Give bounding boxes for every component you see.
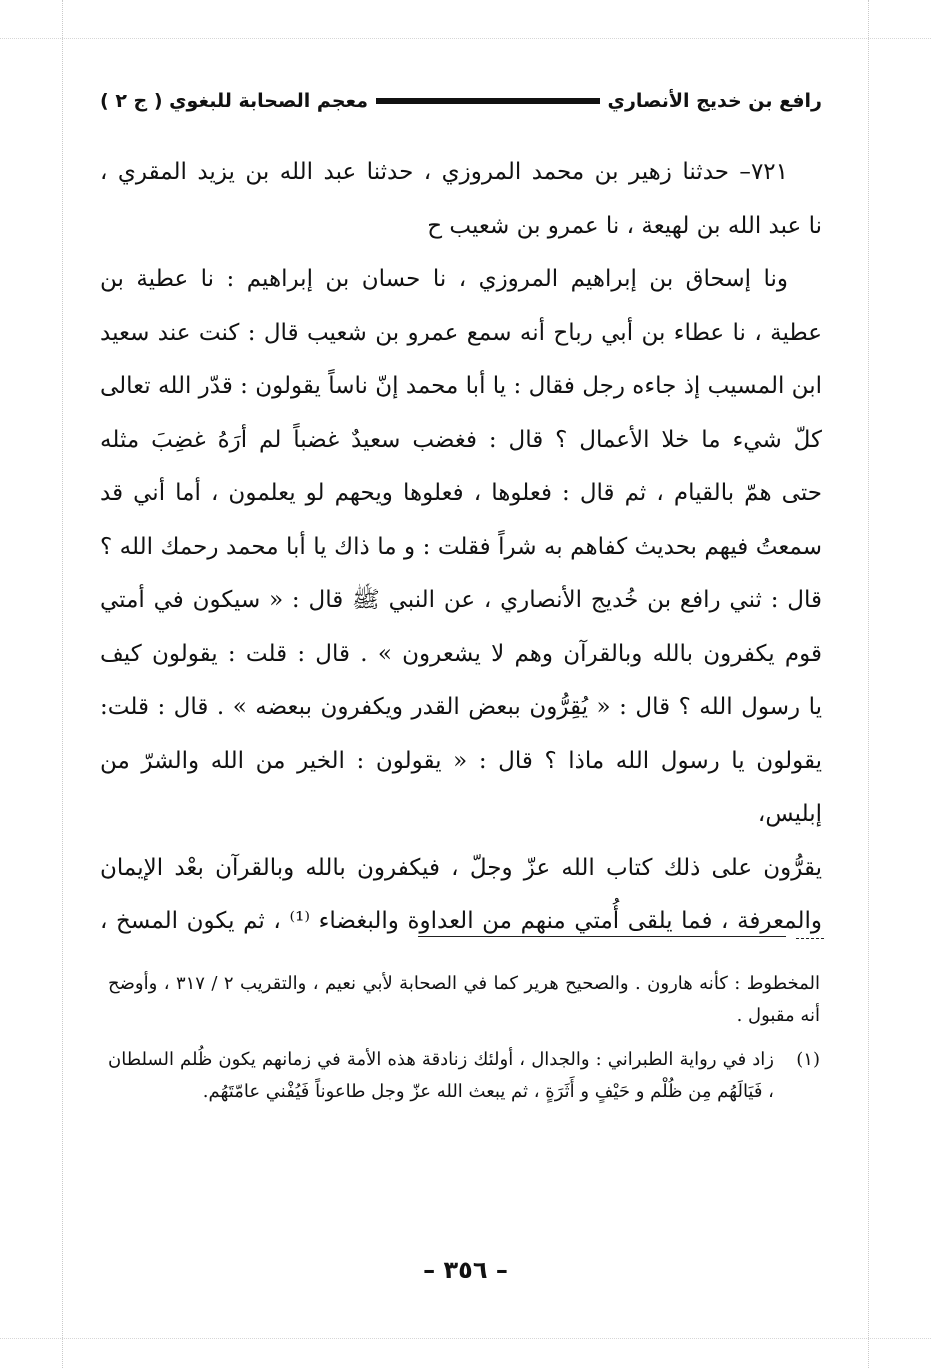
footnote-number: (١)	[796, 1049, 820, 1070]
header-rule	[376, 98, 600, 104]
book-title: معجم الصحابة للبغوي ( ج ٢ )	[100, 90, 369, 112]
text-line: نا عبد الله بن لهيعة ، نا عمرو بن شعيب ح	[427, 212, 822, 239]
running-header	[100, 84, 822, 118]
scan-guide-line	[868, 0, 869, 1368]
text-line: يا رسول الله ؟ قال : « يُقِرُّون ببعض القدر ويكفرون ببعضه » . قال : قلت:	[100, 694, 822, 720]
text-line: والمعرفة ، فما يلقى أُمتي منهم من العداوة والبغضاء ⁽¹⁾ ، ثم يكون المسخ ،	[100, 908, 822, 934]
footnote-text: زاد في رواية الطبراني : والجدال ، أولئك زنادقة هذه الأمة في زمانهم يكون ظُلم السلطان ، فَيَالَهُم مِن ظُلْم و حَيْفٍ و أَثَرَةٍ ، ثم يبعث الله عزّ وجل طاعوناً فَيُفْني عامّتَهُم.	[108, 1049, 774, 1102]
page-number: – ٣٥٦ –	[423, 1256, 508, 1284]
main-text	[100, 146, 822, 949]
text-line: قوم يكفرون بالله وبالقرآن وهم لا يشعرون » . قال : قلت : يقولون كيف	[100, 640, 822, 667]
text-line: عطية ، نا عطاء بن أبي رباح أنه سمع عمرو بن شعيب قال : كنت عند سعيد	[100, 319, 822, 346]
footnote-1	[108, 1044, 820, 1108]
scan-guide-line	[0, 38, 931, 39]
scan-guide-line	[0, 1338, 931, 1339]
text-line: يقرُّون على ذلك كتاب الله عزّ وجلّ ، فيكفرون بالله وبالقرآن بعْد الإيمان	[100, 854, 822, 881]
text-line: يقولون يا رسول الله ماذا ؟ قال : « يقولون : الخير من الله والشرّ من إبليس،	[100, 747, 822, 827]
text-line: ٧٢١– حدثنا زهير بن محمد المروزي ، حدثنا عبد الله بن يزيد المقري ،	[100, 159, 788, 185]
scan-guide-line	[62, 0, 63, 1368]
text-line: سمعتُ فيهم بحديث كفاهم به شراً فقلت : و ما ذاك يا أبا محمد رحمك الله ؟	[100, 533, 822, 560]
entry-title: رافع بن خديج الأنصاري	[607, 90, 822, 112]
text-line: كلّ شيء ما خلا الأعمال ؟ قال : فغضب سعيدٌ غضباً لم أرَهُ غضِبَ مثله	[100, 426, 822, 453]
footnote-separator-dash	[796, 938, 824, 939]
text-line: قال : ثني رافع بن خُديج الأنصاري ، عن النبي ﷺ قال : « سيكون في أمتي	[100, 587, 822, 613]
text-line: حتى همّ بالقيام ، ثم قال : فعلوها ، فعلوها ويحهم لو يعلمون ، أما أني قد	[100, 480, 822, 506]
footnote-continuation: المخطوط : كأنه هارون . والصحيح هرير كما في الصحابة لأبي نعيم ، والتقريب ٢ / ٣١٧ ، وأوضح أنه مقبول .	[108, 973, 820, 1026]
footnote-separator	[418, 936, 786, 937]
text-line: ابن المسيب إذ جاءه رجل فقال : يا أبا محمد إنّ ناساً يقولون : قدّر الله تعالى	[100, 373, 822, 399]
footnotes	[108, 968, 820, 1108]
text-line: ونا إسحاق بن إبراهيم المروزي ، نا حسان بن إبراهيم : نا عطية بن	[100, 266, 788, 292]
